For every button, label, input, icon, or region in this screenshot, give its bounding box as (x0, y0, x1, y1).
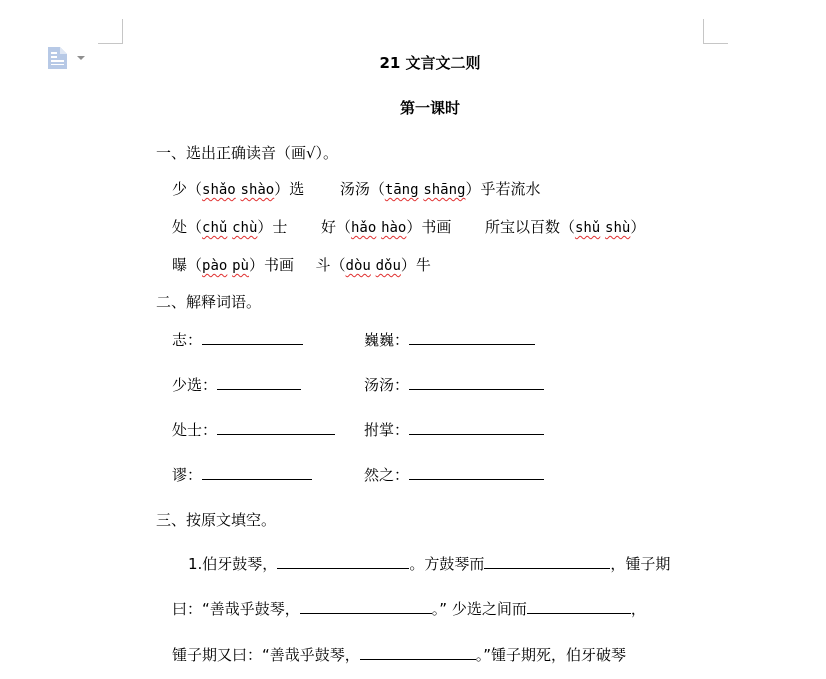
pinyin-item: 汤汤（tāng shāng）乎若流水 (339, 180, 541, 198)
pinyin-option[interactable]: dòu (345, 258, 371, 274)
fill-line-2: 曰：“善哉乎鼓琴， 。” 少选之间而 ， (172, 600, 646, 618)
answer-blank[interactable] (217, 420, 335, 435)
answer-blank[interactable] (409, 420, 544, 435)
pinyin-item: 好（hǎo hào）书画 (320, 218, 452, 236)
pinyin-option[interactable]: shù (605, 220, 631, 236)
pinyin-item: 处（chǔ chù）士 (172, 218, 288, 236)
pinyin-option[interactable]: tāng (384, 182, 419, 198)
pinyin-option[interactable]: pù (232, 258, 249, 274)
vocab-item: 拊掌： (364, 420, 544, 440)
pinyin-option[interactable]: chǔ (202, 220, 228, 236)
pinyin-option[interactable]: shǔ (574, 220, 601, 236)
answer-blank[interactable] (202, 465, 312, 480)
fill-line-3: 锺子期又曰：“善哉乎鼓琴， 。”锺子期死，伯牙破琴 (172, 646, 627, 664)
pinyin-item: 所宝以百数（shǔ shù） (484, 218, 646, 236)
page-corner-mark-top-left (98, 19, 123, 44)
answer-blank[interactable] (484, 554, 610, 569)
pinyin-item: 曝（pào pù）书画 (172, 256, 294, 274)
pinyin-option[interactable]: chù (232, 220, 258, 236)
vocab-item: 然之： (364, 465, 544, 485)
answer-blank[interactable] (360, 645, 476, 660)
pinyin-row-3 (172, 255, 431, 276)
vocab-item: 汤汤： (364, 375, 544, 395)
vocab-item: 谬： (172, 465, 312, 485)
vocab-item: 志： (172, 330, 303, 350)
fill-line-1: 1.伯牙鼓琴， 。方鼓琴而 ，锺子期 (188, 555, 671, 573)
pinyin-option[interactable]: pào (202, 258, 228, 274)
answer-blank[interactable] (409, 330, 535, 345)
answer-blank[interactable] (409, 465, 544, 480)
section3-heading: 三、按原文填空。 (156, 511, 277, 529)
pinyin-option[interactable]: shāng (423, 182, 466, 198)
answer-blank[interactable] (409, 375, 544, 390)
vocab-item: 巍巍： (364, 330, 535, 350)
pinyin-option[interactable]: shào (240, 182, 275, 198)
answer-blank[interactable] (217, 375, 301, 390)
section1-heading: 一、选出正确读音（画√）。 (156, 144, 339, 162)
answer-blank[interactable] (277, 554, 409, 569)
answer-blank[interactable] (300, 599, 432, 614)
answer-blank[interactable] (202, 330, 303, 345)
pinyin-option[interactable]: hǎo (350, 220, 377, 236)
section2-heading: 二、解释词语。 (156, 293, 262, 311)
vocab-item: 少选： (172, 375, 301, 395)
pinyin-item: 少（shǎo shào）选 (172, 180, 305, 198)
page-corner-mark-top-right (703, 19, 728, 44)
pinyin-row-2 (172, 217, 645, 238)
pinyin-option[interactable]: shǎo (202, 182, 236, 198)
vocab-item: 处士： (172, 420, 335, 440)
answer-blank[interactable] (527, 599, 631, 614)
pinyin-item: 斗（dòu dǒu）牛 (315, 256, 431, 274)
document-title: 21 文言文二则 (379, 54, 481, 72)
document-subtitle: 第一课时 (399, 99, 460, 117)
pinyin-option[interactable]: dǒu (375, 258, 401, 274)
pinyin-row-1 (172, 179, 541, 200)
pinyin-option[interactable]: hào (381, 220, 407, 236)
